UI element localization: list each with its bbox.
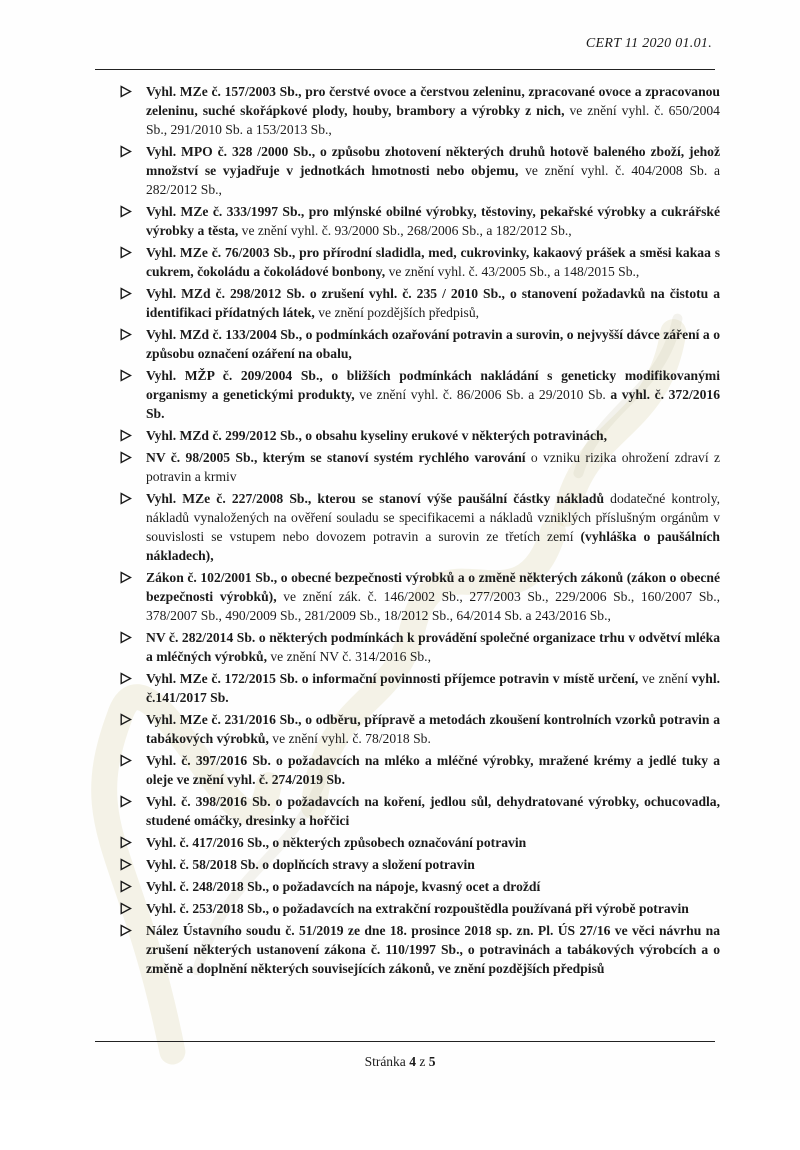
list-item-text [146,921,720,978]
list-item-text [146,877,720,896]
list-item-text [146,899,720,918]
arrow-bullet-icon [120,243,146,259]
text-segment-bold: 5 [428,1054,436,1069]
arrow-bullet-icon [120,855,146,871]
text-segment-bold: vyhl. č.141/2017 Sb. [146,671,721,705]
text-segment: ve znění vyhl. č. 404/2008 Sb. a 282/2012 Sb., [146,163,720,197]
text-segment: ve znění vyhl. č. 93/2000 Sb., 268/2006 Sb., a 182/2012 Sb., [238,223,572,238]
arrow-bullet-icon [120,899,146,915]
list-item-text [146,448,720,486]
list-item [120,669,720,707]
header-divider [95,69,715,70]
list-item-text [146,628,720,666]
text-segment: o vzniku rizika ohrožení zdraví z potravin a krmiv [146,450,720,484]
list-item [120,284,720,322]
text-segment: ve znění zák. č. 146/2002 Sb., 277/2003 Sb., 229/2006 Sb., 160/2007 Sb., 378/2007 Sb., 490/2009 Sb., 281/2009 Sb., 18/2012 Sb., 64/2014 Sb. a 243/2016 Sb., [146,589,720,623]
text-segment-bold: Vyhl. MZd č. 298/2012 Sb. o zrušení vyhl. č. 235 / 2010 Sb., o stanovení požadavků na čistotu a identifikaci přídatných látek, [146,286,720,320]
arrow-bullet-icon [120,710,146,726]
list-item [120,855,720,874]
page-number [0,1054,800,1070]
text-segment-bold: Vyhl. MZe č. 172/2015 Sb. o informační povinnosti příjemce potravin v místě určení, [146,671,639,686]
text-segment: ve znění vyhl. č. 86/2006 Sb. a 29/2010 Sb. [354,387,611,402]
text-segment: ve znění vyhl. č. 650/2004 Sb., 291/2010 Sb. a 153/2013 Sb., [146,103,720,137]
list-item-text [146,568,720,625]
list-item-text [146,202,720,240]
arrow-bullet-icon [120,669,146,685]
arrow-bullet-icon [120,325,146,341]
list-item-text [146,366,720,423]
text-segment: ve znění vyhl. č. 43/2005 Sb., a 148/2015 Sb., [385,264,640,279]
arrow-bullet-icon [120,628,146,644]
list-item-text [146,751,720,789]
list-item [120,792,720,830]
arrow-bullet-icon [120,877,146,893]
text-segment-bold: Vyhl. č. 58/2018 Sb. o doplňcích stravy a složení potravin [146,857,475,872]
footer-divider [95,1041,715,1042]
arrow-bullet-icon [120,448,146,464]
text-segment: ve znění pozdějších předpisů, [314,305,480,320]
list-item-text [146,489,720,565]
text-segment-bold: Vyhl. č. 417/2016 Sb., o některých způsobech označování potravin [146,835,527,850]
list-item-text [146,142,720,199]
arrow-bullet-icon [120,921,146,937]
list-item [120,202,720,240]
list-item-text [146,82,720,139]
text-segment-bold: Vyhl. č. 248/2018 Sb., o požadavcích na nápoje, kvasný ocet a droždí [146,879,541,894]
document-header-code: CERT 11 2020 01.01. [585,36,712,51]
list-item [120,243,720,281]
list-item [120,833,720,852]
text-segment: dodatečné kontroly, nákladů vynaložených na ověření souladu se specifikacemi a nákladů vzniklých příslušným orgánům v souvislosti se vstupem nebo dovozem potravin a surovin ze třetích zemí [146,491,721,544]
text-segment-bold: NV č. 98/2005 Sb., kterým se stanoví systém rychlého varování [146,450,526,465]
text-segment-bold: Vyhl. MZe č. 227/2008 Sb., kterou se stanoví výše paušální částky nákladů [146,491,605,506]
list-item [120,142,720,199]
list-item-text [146,855,720,874]
text-segment: ve znění [638,671,692,686]
text-segment-bold: Vyhl. MZd č. 299/2012 Sb., o obsahu kyseliny erukové v některých potravinách, [146,428,607,443]
text-segment-bold: 4 [409,1054,416,1069]
text-segment-bold: Vyhl. MZe č. 76/2003 Sb., pro přírodní sladidla, med, cukrovinky, kakaový prášek a směsi kakaa s cukrem, čokoládu a čokoládové bonbony, [146,245,720,279]
arrow-bullet-icon [120,202,146,218]
list-item [120,921,720,978]
list-item [120,628,720,666]
list-item [120,751,720,789]
text-segment-bold: Vyhl. č. 397/2016 Sb. o požadavcích na mléko a mléčné výrobky, mražené krémy a jedlé tuky a oleje ve znění vyhl. č. 274/2019 Sb. [146,753,720,787]
text-segment-bold: Vyhl. č. 253/2018 Sb., o požadavcích na extrakční rozpouštědla používaná při výrobě potravin [146,901,689,916]
arrow-bullet-icon [120,568,146,584]
text-segment-bold: Nález Ústavního soudu č. 51/2019 ze dne 18. prosince 2018 sp. zn. Pl. ÚS 27/16 ve věci návrhu na zrušení některých ustanovení zákona č. 110/1997 Sb., o potravinách a tabákových výrobcích a o změně a doplnění některých souvisejících zákonů, ve znění pozdějších předpisů [146,923,720,976]
text-segment-bold: Vyhl. MZe č. 231/2016 Sb., o odběru, přípravě a metodách zkoušení kontrolních vzorků potravin a tabákových výrobků, [146,712,720,746]
list-item-text [146,284,720,322]
text-segment: z [415,1054,429,1069]
arrow-bullet-icon [120,489,146,505]
list-item [120,710,720,748]
list-item [120,899,720,918]
arrow-bullet-icon [120,426,146,442]
list-item-text [146,792,720,830]
list-item [120,448,720,486]
arrow-bullet-icon [120,833,146,849]
arrow-bullet-icon [120,751,146,767]
text-segment: ve znění vyhl. č. 78/2018 Sb. [268,731,431,746]
list-item [120,489,720,565]
text-segment-bold: Zákon č. 102/2001 Sb., o obecné bezpečnosti výrobků a o změně některých zákonů (zákon o obecné bezpečnosti výrobků), [146,570,720,604]
text-segment: Stránka [364,1054,410,1069]
arrow-bullet-icon [120,82,146,98]
list-item [120,82,720,139]
arrow-bullet-icon [120,366,146,382]
list-item [120,325,720,363]
list-item-text [146,325,720,363]
text-segment-bold: Vyhl. MZd č. 133/2004 Sb., o podmínkách ozařování potravin a surovin, o nejvyšší dávce záření a o způsobu označení ozáření na obalu, [146,327,720,361]
text-segment-bold: Vyhl. č. 398/2016 Sb. o požadavcích na koření, jedlou sůl, dehydratované výrobky, ochucovadla, studené omáčky, dresinky a hořčici [146,794,720,828]
regulation-list [120,82,720,981]
list-item [120,568,720,625]
arrow-bullet-icon [120,792,146,808]
list-item [120,426,720,445]
text-segment-bold: Vyhl. MZe č. 157/2003 Sb., pro čerstvé ovoce a čerstvou zeleninu, zpracované ovoce a zpracovanou zeleninu, suché skořápkové plody, houby, brambory a výrobky z nich, [146,84,720,118]
arrow-bullet-icon [120,284,146,300]
list-item-text [146,710,720,748]
list-item-text [146,833,720,852]
list-item-text [146,243,720,281]
list-item [120,366,720,423]
list-item [120,877,720,896]
text-segment: ve znění NV č. 314/2016 Sb., [266,649,431,664]
arrow-bullet-icon [120,142,146,158]
text-segment-bold: (vyhláška o paušálních nákladech), [146,529,720,563]
text-segment-bold: NV č. 282/2014 Sb. o některých podmínkách k provádění společné organizace trhu v odvětví mléka a mléčných výrobků, [146,630,720,664]
list-item-text [146,669,720,707]
list-item-text [146,426,720,445]
text-segment-bold: Vyhl. MPO č. 328 /2000 Sb., o způsobu zhotovení některých druhů hotově baleného zboží, jehož množství se vyjadřuje v jednotkách hmotnosti nebo objemu, [146,144,720,178]
text-segment-bold: a vyhl. č. 372/2016 Sb. [146,387,720,421]
text-segment-bold: Vyhl. MŽP č. 209/2004 Sb., o bližších podmínkách nakládání s geneticky modifikovanými organismy a genetickými produkty, [146,368,720,402]
text-segment-bold: Vyhl. MZe č. 333/1997 Sb., pro mlýnské obilné výrobky, těstoviny, pekařské výrobky a cukrářské výrobky a těsta, [146,204,720,238]
